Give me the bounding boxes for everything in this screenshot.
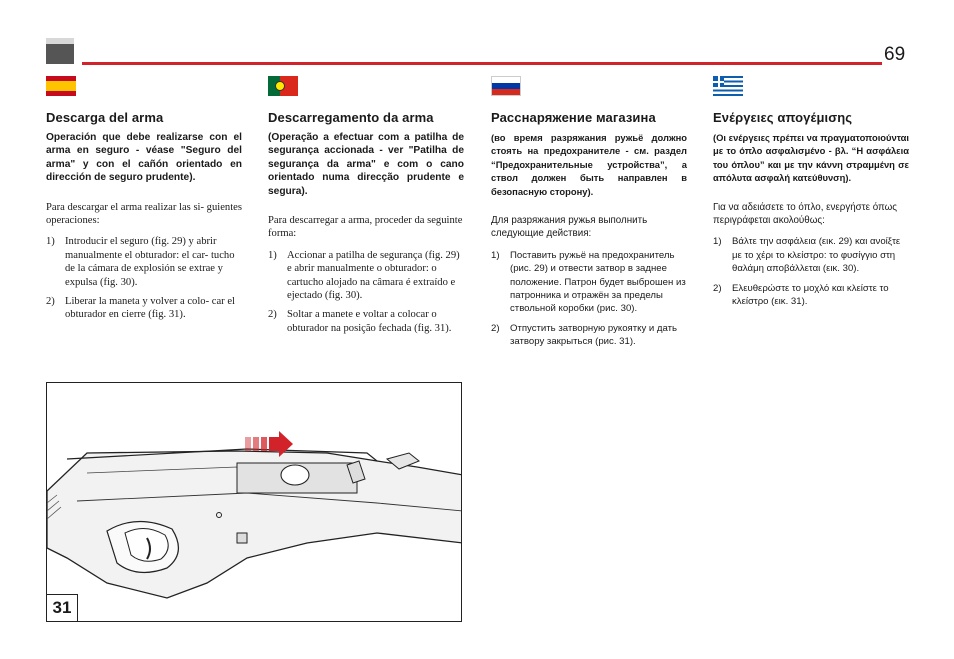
section-paragraph: Для разряжания ружья выполнить следующие действия:	[491, 215, 648, 240]
steps-list	[491, 249, 687, 349]
column-russian	[491, 76, 687, 355]
column-spanish	[46, 76, 242, 328]
steps-list	[268, 249, 464, 335]
greece-flag-icon	[713, 76, 743, 96]
section-title: Ενέργειες απογέμισης	[713, 110, 853, 125]
page-number: 69	[884, 44, 906, 65]
figure-number: 31	[47, 594, 78, 621]
list-item: 2) Ελευθερώστε το μοχλό και κλείστε το κλείστρο (εικ. 31).	[713, 282, 889, 308]
list-item: 2) Liberar la maneta y volver a colo- car el obturador en cierre (fig. 31).	[46, 296, 235, 321]
spain-flag-icon	[46, 76, 76, 96]
section-intro: Operación que debe realizarse con el arma en seguro - véase "Seguro del arma" y con el cañón orientado en dirección de seguro prudente).	[46, 132, 242, 184]
section-paragraph: Para descarregar a arma, proceder da seguinte forma:	[268, 215, 463, 240]
section-intro: (во время разряжания ружьё должно стоять на предохранителе - см. раздел “Предохранительные устройства”, а ствол должен быть направлен в безопасную сторону).	[491, 132, 687, 197]
list-item: 1) Βάλτε την ασφάλεια (εικ. 29) και ανοίξτε με το χέρι το κλείστρο: το φυσίγγιο στη θαλάμη αποβάλλεται (εικ. 30).	[713, 236, 901, 275]
list-item: 2) Отпустить затворную рукоятку и дать затвору закрыться (рис. 31).	[491, 322, 678, 348]
section-intro: (Operação a efectuar com a patilha de segurança accionada - ver "Patilha de segurança da arma" e com o cano orientado numa direcção prudente e segura).	[268, 132, 464, 197]
header-tab-mark	[46, 38, 74, 64]
list-item: 2) Soltar a manete e voltar a colocar o obturador na posição fechada (fig. 31).	[268, 309, 452, 334]
shotgun-receiver-illustration	[47, 383, 462, 622]
section-title: Descarga del arma	[46, 110, 164, 125]
header-rule	[82, 62, 882, 65]
steps-list	[713, 235, 909, 308]
column-portuguese	[268, 76, 464, 341]
section-intro: (Οι ενέργειες πρέπει να πραγματοποιούνται με το όπλο ασφαλισμένο - βλ. “Η ασφάλεια του όπλου” και με την κάννη στραμμένη σε απόλυτα ασφαλή κατεύθυνση).	[713, 132, 909, 184]
column-greek	[713, 76, 909, 314]
steps-list	[46, 235, 242, 321]
section-paragraph: Para descargar el arma realizar las si- guientes operaciones:	[46, 201, 242, 227]
section-paragraph: Για να αδειάσετε το όπλο, ενεργήστε όπως περιγράφεται ακολούθως:	[713, 201, 897, 227]
section-title: Descarregamento da arma	[268, 110, 434, 125]
section-title: Расснаряжение магазина	[491, 110, 656, 125]
list-item: 1) Accionar a patilha de segurança (fig. 29) e abrir manualmente o obturador: o cartucho alojado na câmara é extraído e ejectado (fig. 30).	[268, 249, 460, 302]
portugal-flag-icon	[268, 76, 298, 96]
figure-31	[46, 382, 462, 622]
list-item: 1) Поставить ружьё на предохранитель (рис. 29) и отвести затвор в заднее положение. Патрон будет выброшен из патронника и отражён за пределы ствольной коробки (рис. 30).	[491, 249, 686, 315]
list-item: 1) Introducir el seguro (fig. 29) y abrir manualmente el obturador: el car- tucho de la cámara de explosión se extrae y expulsa (fig. 30).	[46, 236, 235, 288]
russia-flag-icon	[491, 76, 521, 96]
